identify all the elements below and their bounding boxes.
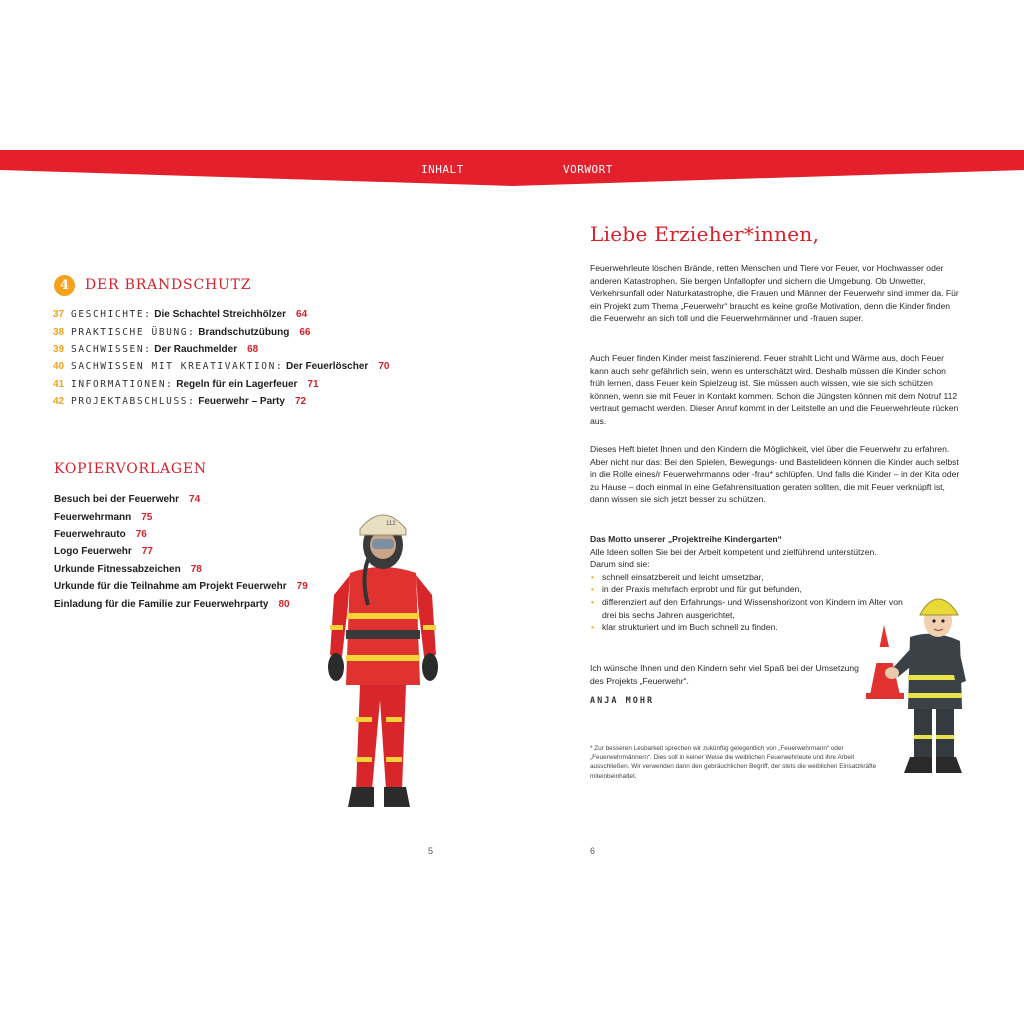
kopiervorlage-title: Einladung für die Familie zur Feuerwehrparty	[54, 598, 269, 610]
page-number: 5	[428, 846, 434, 856]
page-number: 6	[590, 846, 596, 856]
kopiervorlage-entry[interactable]	[54, 578, 308, 595]
toc-entry[interactable]	[53, 358, 389, 375]
motto-heading: Das Motto unserer „Projektreihe Kindergarten“	[590, 534, 782, 544]
table-of-contents	[53, 306, 389, 410]
kopiervorlage-page: 77	[141, 546, 153, 558]
toc-entry-number: 38	[53, 326, 65, 338]
toc-entry[interactable]	[53, 306, 389, 323]
toc-entry[interactable]	[53, 323, 389, 340]
kopiervorlagen-list	[54, 491, 308, 613]
paragraph: Auch Feuer finden Kinder meist faszinierend. Feuer strahlt Licht und Wärme aus, doch Feuer kann auch sehr gefährlich sein, wenn es unterschätzt wird. Deshalb müssen die Kinder schon früh lernen, dass Feuer kein Spielzeug ist. Sie müssen auch wissen, wie sie sich schützen können, wenn sie mit Feuer in Kontakt kommen. Schon die Jüngsten können mit dem Notruf 112 vertraut gemacht werden. Dieser Anruf kommt in der Leitstelle an und die Feuerwehrleute rücken aus.	[590, 353, 959, 426]
toc-entry-category: INFORMATIONEN:	[71, 378, 174, 390]
toc-entry-number: 37	[53, 309, 65, 321]
toc-entry-category: PRAKTISCHE ÜBUNG:	[71, 326, 196, 338]
toc-entry-page: 68	[247, 343, 259, 355]
kopiervorlage-page: 78	[190, 563, 202, 575]
chapter-heading	[54, 273, 251, 297]
toc-entry-page: 66	[299, 326, 311, 338]
kopiervorlage-title: Feuerwehrmann	[54, 511, 132, 523]
toc-entry-number: 41	[53, 378, 65, 390]
toc-entry-title: Die Schachtel Streichhölzer	[154, 309, 287, 321]
kopiervorlage-title: Logo Feuerwehr	[54, 546, 132, 558]
kopiervorlage-page: 76	[135, 528, 147, 540]
kopiervorlage-entry[interactable]	[54, 526, 308, 543]
helmet-number: 112	[386, 521, 396, 527]
toc-entry[interactable]	[53, 376, 389, 393]
list-item: • schnell einsatzbereit und leicht umsetzbar,	[590, 571, 910, 584]
kopiervorlage-entry[interactable]	[54, 595, 308, 612]
motto-lead: Darum sind sie:	[590, 559, 650, 570]
kopiervorlage-title: Urkunde für die Teilnahme am Projekt Feuerwehr	[54, 581, 287, 593]
kopiervorlage-title: Feuerwehrauto	[54, 528, 126, 540]
kopiervorlage-title: Besuch bei der Feuerwehr	[54, 494, 180, 506]
firefighter-full-gear-illustration	[320, 495, 445, 813]
kopiervorlage-page: 74	[189, 494, 201, 506]
kopiervorlage-page: 80	[278, 598, 290, 610]
kopiervorlage-page: 79	[296, 581, 308, 593]
toc-entry-number: 42	[53, 396, 65, 408]
kopiervorlage-title: Urkunde Fitnessabzeichen	[54, 563, 181, 575]
toc-entry-title: Der Feuerlöscher	[286, 361, 369, 373]
toc-entry-title: Regeln für ein Lagerfeuer	[176, 378, 298, 390]
kopiervorlage-entry[interactable]	[54, 561, 308, 578]
tab-vorwort[interactable]: VORWORT	[563, 163, 613, 176]
toc-entry-number: 39	[53, 343, 65, 355]
toc-entry[interactable]	[53, 393, 389, 410]
tab-inhalt[interactable]: INHALT	[421, 163, 464, 176]
toc-entry-category: SACHWISSEN MIT KREATIVAKTION:	[71, 361, 284, 373]
right-page	[512, 0, 1024, 1024]
author-signature: ANJA MOHR	[590, 696, 655, 706]
cartoon-firefighter-with-traffic-cone	[862, 585, 972, 780]
list-item: • differenziert auf den Erfahrungs- und Wissenshorizont von Kindern im Alter von drei bis sechs Jahren ausgerichtet,	[590, 596, 910, 621]
toc-entry-page: 70	[378, 361, 390, 373]
toc-entry-title: Der Rauchmelder	[154, 343, 238, 355]
toc-entry-title: Feuerwehr – Party	[198, 396, 285, 408]
toc-entry-category: PROJEKTABSCHLUSS:	[71, 396, 196, 408]
kopiervorlage-entry[interactable]	[54, 491, 308, 508]
toc-entry-page: 72	[294, 396, 307, 408]
toc-entry[interactable]	[53, 341, 389, 358]
toc-entry-title: Brandschutzübung	[198, 326, 290, 338]
toc-entry-number: 40	[53, 361, 65, 373]
list-item: • klar strukturiert und im Buch schnell zu finden.	[590, 621, 910, 634]
toc-entry-page: 64	[296, 309, 308, 321]
greeting-heading: Liebe Erzieher*innen,	[590, 222, 820, 246]
kopiervorlage-page: 75	[141, 511, 153, 523]
footnote: * Zur besseren Lesbarkeit sprechen wir zukünftig gelegentlich von „Feuerwehrmann“ oder „Feuerwehrmännern“. Dies soll in keiner Weise die weiblichen Feuerwehrleute und ihre Arbeit ausschließen. Wir verwenden dann den gebräuchlichen Begriff, der stets die weiblichen Einsatzkräfte miteinbeinhaltet.	[590, 745, 877, 780]
kopiervorlagen-heading: KOPIERVORLAGEN	[54, 461, 207, 477]
toc-entry-page: 71	[307, 378, 319, 390]
chapter-number-badge: 4	[54, 275, 75, 296]
chapter-title: DER BRANDSCHUTZ	[85, 277, 252, 293]
toc-entry-category: SACHWISSEN:	[71, 343, 152, 355]
list-item: • in der Praxis mehrfach erprobt und für gut befunden,	[590, 583, 910, 596]
kopiervorlage-entry[interactable]	[54, 508, 308, 525]
kopiervorlage-entry[interactable]	[54, 543, 308, 560]
toc-entry-category: GESCHICHTE:	[71, 309, 152, 321]
paragraph: Feuerwehrleute löschen Brände, retten Menschen und Tiere vor Feuer, vor Hochwasser oder anderen Katastrophen. Sie bergen Unfallopfer und sichern die Umgebung. Ob Unwetter, Verkehrsunfall oder Naturkatastrophe, die Frauen und Männer der Feuerwehr sind immer da. Für ein Projekt zum Thema „Feuerwehr“ braucht es keine große Motivation, denn die Kinder finden die Feuerwehr an sich toll und die Feuerwehrmänner und -frauen super.	[590, 263, 959, 324]
motto-intro: Alle Ideen sollen Sie bei der Arbeit kompetent und zielführend unterstützen.	[590, 546, 877, 557]
closing-paragraph: Ich wünsche Ihnen und den Kindern sehr viel Spaß bei der Umsetzung des Projekts „Feuerwehr“.	[590, 663, 859, 686]
paragraph: Dieses Heft bietet Ihnen und den Kindern die Möglichkeit, viel über die Feuerwehr zu erfahren. Aber nicht nur das: Bei den Spielen, Bewegungs- und Bastelideen können die Kinder auch selbst in die Rolle eines/r Feuerwehrmanns oder -frau* schlüpfen. Und falls die Kinder – in der Kita oder zu Hause – doch einmal in eine Gefahrensituation geraten sollten, die mit Feuer verknüpft ist, dann wissen sie sich jetzt besser zu schützen.	[590, 444, 960, 505]
